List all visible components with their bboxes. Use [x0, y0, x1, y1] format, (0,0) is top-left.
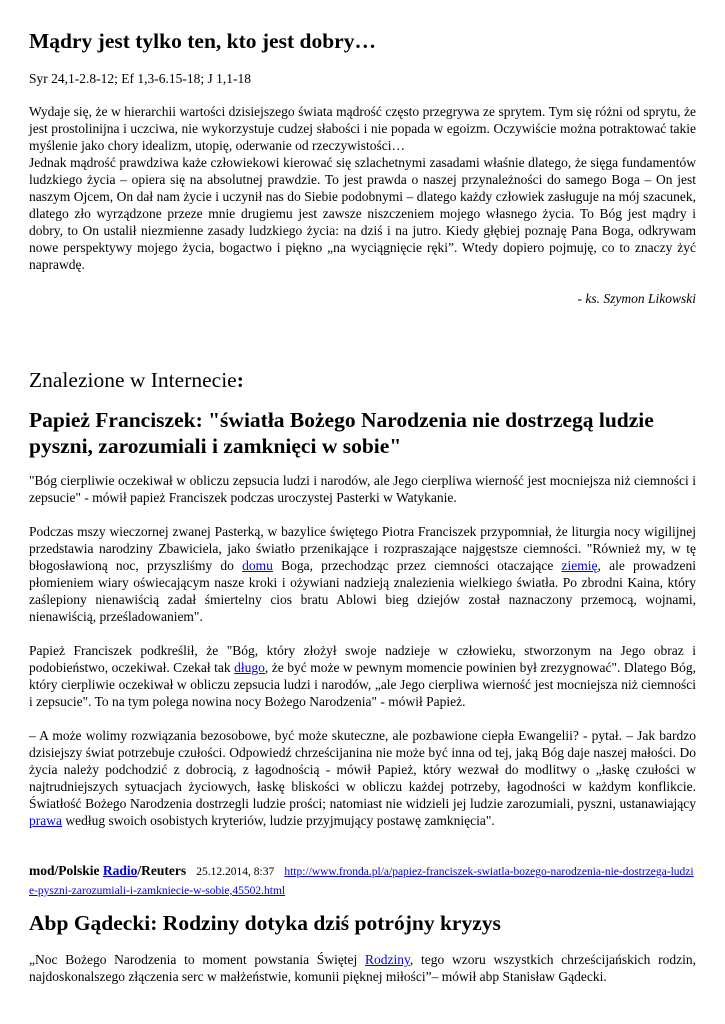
text-segment: Podczas mszy wieczornej zwanej Pasterką, w bazylice świętego Piotra Franciszek przypomniał, że liturgia nocy wigilijnej przedstawia narodziny Zbawiciela, jako światło przenikające i rozpraszające najgęstsze ciemności. "Również my, w tę błogosławioną noc, przyszliśmy do: [29, 524, 696, 573]
text-segment: , tego wzoru wszystkich chrześcijańskich rodzin, najdoskonalszego złączenia serc w małżeństwie, komunii pięknej miłości”– mówił abp Stanisław Gądecki.: [29, 952, 696, 984]
article2-paragraph-4: [29, 727, 696, 829]
text-segment: – A może wolimy rozwiązania bezosobowe, być może skuteczne, ale pozbawione ciepła Ewangelii? - pytał. – Jak bardzo dzisiejszy świat potrzebuje czułości. Odpowiedź chrześcijanina nie może być inna od tej, jaką Bóg daje naszej małości. Do życia należy podchodzić z dobrocią, z łagodnością - mówił Papież, który wezwał do modlitwy o „łaskę czułości w najtrudniejszych sytuacjach życiowych, łaskę bliskości w obliczu każdej potrzeby, łagodności w każdym konflikcie. Światłość Bożego Narodzenia dostrzegli ludzie prości; natomiast nie widzieli jej ludzie zarozumiali, pyszni, ustanawiający: [29, 728, 696, 811]
article2-paragraph-2: [29, 523, 696, 625]
article-title-papiez: Papież Franciszek: "światła Bożego Narodzenia nie dostrzegą ludzie pyszni, zarozumiali i zamknięci w sobie": [29, 408, 654, 458]
article1-paragraph-2: Jednak mądrość prawdziwa każe człowiekowi kierować się szlachetnymi zasadami właśnie dlatego, że sięga fundamentów ludzkiego życia – opiera się na absolutnej prawdzie. To jest prawda o naszej przynależności do samego Boga – On jest naszym Ojcem, On dał nam życie i uczynił nas do Siebie podobnymi – dlatego każdy człowiek zasługuje na mój szacunek, dlatego zło wyrządzone przeze mnie drugiemu jest zawsze niszczeniem mojego własnego życia. To Bóg jest mądry i dobry, to On ustalił niezmienne zasady ludzkiego życia: na dziś i na jutro. Kiedy głębiej poznaję Pana Boga, odkrywam nowe perspektywy mojego życia, bogactwo i piękno „na wyciągnięcie ręki”. Wtedy dopiero pojmuję, co to znaczy żyć naprawdę.: [29, 155, 696, 272]
link-ziemie[interactable]: ziemię: [561, 558, 598, 573]
link-prawa[interactable]: prawa: [29, 813, 62, 828]
text-segment: , ale prowadzeni płomieniem wiary oświecającym nasze kroki i ożywiani nadzieją znalezienia wielkiego światła. Po zbrodni Kaina, który zaślepiony nienawiścią zadał śmiertelny cios bratu Ablowi bieg dziejów został naznaczony przemocą, wojnami, nienawiścią, prześladowaniem".: [29, 558, 696, 624]
author-signature: - ks. Szymon Likowski: [577, 291, 696, 306]
article-title-madry: Mądry jest tylko ten, kto jest dobry…: [29, 29, 376, 53]
source-date: 25.12.2014, 8:37: [196, 866, 275, 878]
article2-source: [29, 862, 696, 900]
source-prefix: mod/Polskie: [29, 863, 103, 878]
section-heading-colon: :: [236, 368, 244, 392]
link-domu[interactable]: domu: [242, 558, 273, 573]
source-url-link[interactable]: http://www.fronda.pl/a/papiez-franciszek-swiatla-bozego-narodzenia-nie-dostrzega-ludzie-pyszni-zarozumiali-i-zamkniecie-w-sobie,45502.html: [29, 866, 694, 897]
text-segment: „Noc Bożego Narodzenia to moment powstania Świętej: [29, 952, 366, 967]
source-suffix: /Reuters: [137, 863, 187, 878]
section-heading-label: Znalezione w Internecie: [29, 368, 237, 392]
article-title-gadecki: Abp Gądecki: Rodziny dotyka dziś potrójny kryzys: [29, 911, 501, 935]
article3-paragraph-1: [29, 951, 696, 985]
text-segment: według swoich osobistych kryteriów, ludzie przyjmujący postawę zamknięcia".: [61, 813, 495, 828]
text-segment: Papież Franciszek podkreślił, że "Bóg, który złożył swoje nadzieje w człowieku, stworzonym na Jego obraz i podobieństwo, oczekiwał. Czekał tak: [29, 643, 696, 675]
text-segment: , że być może w pewnym momencie powinien był zrezygnować". Dlatego Bóg, który cierpliwie oczekiwał w obliczu zepsucia ludzi i narodów, „ale Jego cierpliwa wierność jest mocniejsza niż ciemności i zepsucie". To na tym polega nowina nocy Bożego Narodzenia" - mówił Papież.: [29, 660, 696, 709]
article2-paragraph-1: "Bóg cierpliwie oczekiwał w obliczu zepsucia ludzi i narodów, ale Jego cierpliwa wierność jest mocniejsza niż ciemności i zepsucie" - mówił papież Franciszek podczas uroczystej Pasterki w Watykanie.: [29, 473, 696, 505]
text-segment: Boga, przechodząc przez ciemności otaczające: [272, 558, 562, 573]
article2-paragraph-3: [29, 642, 696, 710]
section-heading: [29, 367, 696, 393]
link-dlugo[interactable]: długo: [234, 660, 265, 675]
link-rodziny[interactable]: Rodziny: [365, 952, 410, 967]
scripture-references: Syr 24,1-2.8-12; Ef 1,3-6.15-18; J 1,1-18: [29, 71, 251, 86]
article1-paragraph-1: Wydaje się, że w hierarchii wartości dzisiejszego świata mądrość często przegrywa ze sprytem. Tym się różni od sprytu, że jest prostolinijna i uczciwa, nie wykorzystuje cudzej słabości i nie popada w egoizm. Oczywiście można potraktować takie myślenie jako chory idealizm, utopię, oderwanie od rzeczywistości…: [29, 104, 696, 153]
link-radio[interactable]: Radio: [102, 863, 138, 878]
